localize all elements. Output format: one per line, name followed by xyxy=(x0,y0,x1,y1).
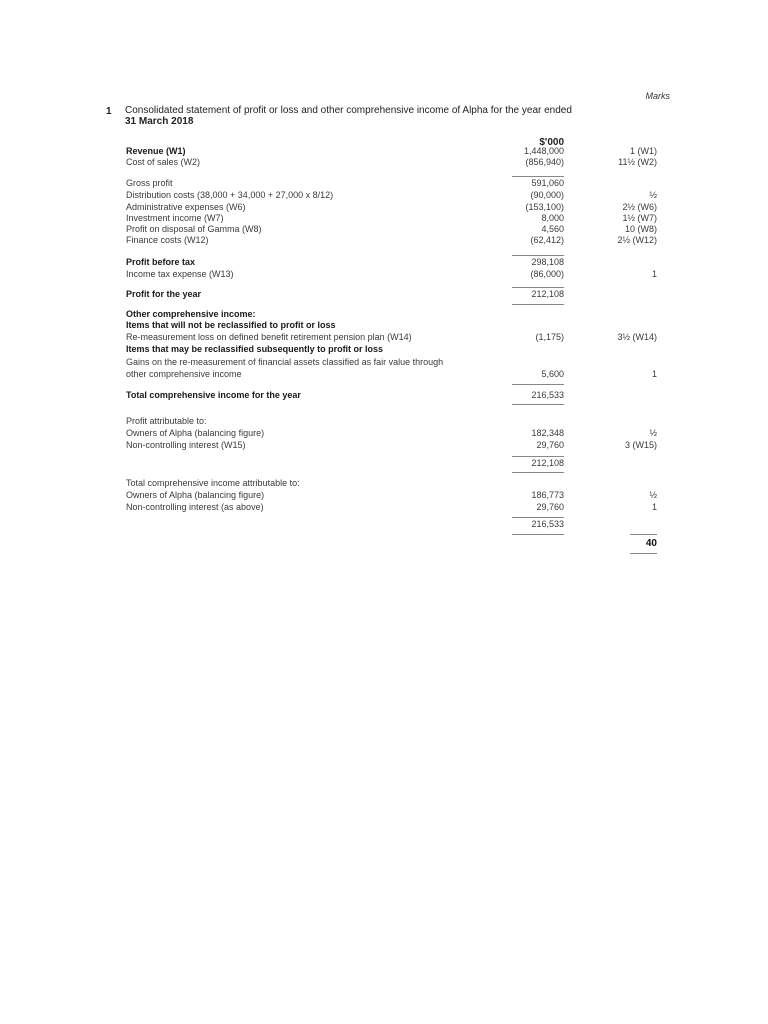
statement-row xyxy=(0,178,768,189)
statement-row xyxy=(0,458,768,469)
statement-row xyxy=(0,478,768,489)
row-label: Items that may be reclassified subsequently to profit or loss xyxy=(126,344,384,354)
amount-rule xyxy=(512,287,564,288)
row-label: Profit attributable to: xyxy=(126,416,207,426)
row-amount: 298,108 xyxy=(531,257,564,267)
amount-rule xyxy=(512,384,564,385)
row-label: Investment income (W7) xyxy=(126,213,224,223)
row-marks: ½ xyxy=(649,190,657,200)
row-amount: (90,000) xyxy=(530,190,564,200)
marks-rule xyxy=(630,534,657,535)
row-marks: 1 xyxy=(651,369,657,379)
row-amount: 1,448,000 xyxy=(523,146,564,156)
row-label: Owners of Alpha (balancing figure) xyxy=(126,490,265,500)
total-marks: 40 xyxy=(645,538,657,549)
marks-rule xyxy=(630,553,657,554)
row-label: Items that will not be reclassified to profit or loss xyxy=(126,320,336,330)
row-label: Gains on the re-measurement of financial assets classified as fair value through xyxy=(126,357,444,367)
row-label: Non-controlling interest (as above) xyxy=(126,502,264,512)
statement-row xyxy=(0,320,768,331)
statement-row xyxy=(0,390,768,401)
row-amount: 5,600 xyxy=(541,369,564,379)
amount-rule xyxy=(512,534,564,535)
row-label: Total comprehensive income for the year xyxy=(126,390,301,400)
statement-row xyxy=(0,357,768,368)
statement-row xyxy=(0,257,768,268)
statement-row xyxy=(0,269,768,280)
row-amount: (153,100) xyxy=(525,202,564,212)
row-amount: 182,348 xyxy=(531,428,564,438)
statement-row xyxy=(0,344,768,355)
row-amount: (856,940) xyxy=(525,157,564,167)
statement-row xyxy=(0,332,768,343)
amount-rule xyxy=(512,255,564,256)
row-label: Owners of Alpha (balancing figure) xyxy=(126,428,265,438)
row-marks: 1 xyxy=(651,269,657,279)
row-amount: 8,000 xyxy=(541,213,564,223)
row-marks: 1½ (W7) xyxy=(622,213,657,223)
row-label: Revenue (W1) xyxy=(126,146,186,156)
row-marks: 10 (W8) xyxy=(624,224,657,234)
title-line-2: 31 March 2018 xyxy=(125,116,194,127)
statement-row xyxy=(0,235,768,246)
statement-row xyxy=(0,416,768,427)
row-amount: 212,108 xyxy=(531,458,564,468)
statement-row xyxy=(0,490,768,501)
amount-rule xyxy=(512,304,564,305)
amount-column-header: $'000 xyxy=(539,137,564,148)
marks-column-header: Marks xyxy=(645,91,670,101)
statement-row xyxy=(0,157,768,168)
row-label: Cost of sales (W2) xyxy=(126,157,201,167)
row-marks: ½ xyxy=(649,428,657,438)
statement-row xyxy=(0,309,768,320)
row-amount: 29,760 xyxy=(536,440,564,450)
amount-rule xyxy=(512,404,564,405)
row-amount: (1,175) xyxy=(535,332,564,342)
row-marks: ½ xyxy=(649,490,657,500)
question-number: 1 xyxy=(106,106,112,117)
statement-row xyxy=(0,502,768,513)
statement-row xyxy=(0,289,768,300)
row-marks: 2½ (W6) xyxy=(622,202,657,212)
row-amount: (62,412) xyxy=(530,235,564,245)
row-marks: 1 xyxy=(651,502,657,512)
row-label: Administrative expenses (W6) xyxy=(126,202,246,212)
row-label: Income tax expense (W13) xyxy=(126,269,234,279)
row-marks: 1 (W1) xyxy=(630,146,657,156)
row-amount: 591,060 xyxy=(531,178,564,188)
statement-row xyxy=(0,428,768,439)
statement-row xyxy=(0,440,768,451)
row-label: Profit for the year xyxy=(126,289,202,299)
row-label: Profit before tax xyxy=(126,257,196,267)
statement-row xyxy=(0,190,768,201)
row-amount: 212,108 xyxy=(531,289,564,299)
row-amount: 186,773 xyxy=(531,490,564,500)
statement-title xyxy=(125,105,585,127)
row-label: Non-controlling interest (W15) xyxy=(126,440,246,450)
row-label: Distribution costs (38,000 + 34,000 + 27,000 x 8/12) xyxy=(126,190,334,200)
amount-rule xyxy=(512,176,564,177)
statement-row xyxy=(0,202,768,213)
row-amount: 29,760 xyxy=(536,502,564,512)
title-line-1: Consolidated statement of profit or loss and other comprehensive income of Alpha for the year ended xyxy=(125,105,572,116)
row-amount: 216,533 xyxy=(531,390,564,400)
row-amount: 4,560 xyxy=(541,224,564,234)
row-label: other comprehensive income xyxy=(126,369,242,379)
statement-row xyxy=(0,369,768,380)
statement-row xyxy=(0,146,768,157)
statement-row xyxy=(0,213,768,224)
statement-row xyxy=(0,519,768,530)
row-amount: 216,533 xyxy=(531,519,564,529)
row-label: Total comprehensive income attributable to: xyxy=(126,478,300,488)
row-marks: 2½ (W12) xyxy=(617,235,657,245)
row-marks: 11½ (W2) xyxy=(618,157,657,167)
row-label: Profit on disposal of Gamma (W8) xyxy=(126,224,262,234)
row-marks: 3 (W15) xyxy=(624,440,657,450)
row-label: Finance costs (W12) xyxy=(126,235,209,245)
statement-row xyxy=(0,224,768,235)
row-label: Gross profit xyxy=(126,178,173,188)
amount-rule xyxy=(512,456,564,457)
amount-rule xyxy=(512,472,564,473)
row-marks: 3½ (W14) xyxy=(617,332,657,342)
row-label: Other comprehensive income: xyxy=(126,309,256,319)
amount-rule xyxy=(512,517,564,518)
row-label: Re-measurement loss on defined benefit retirement pension plan (W14) xyxy=(126,332,412,342)
row-amount: (86,000) xyxy=(530,269,564,279)
